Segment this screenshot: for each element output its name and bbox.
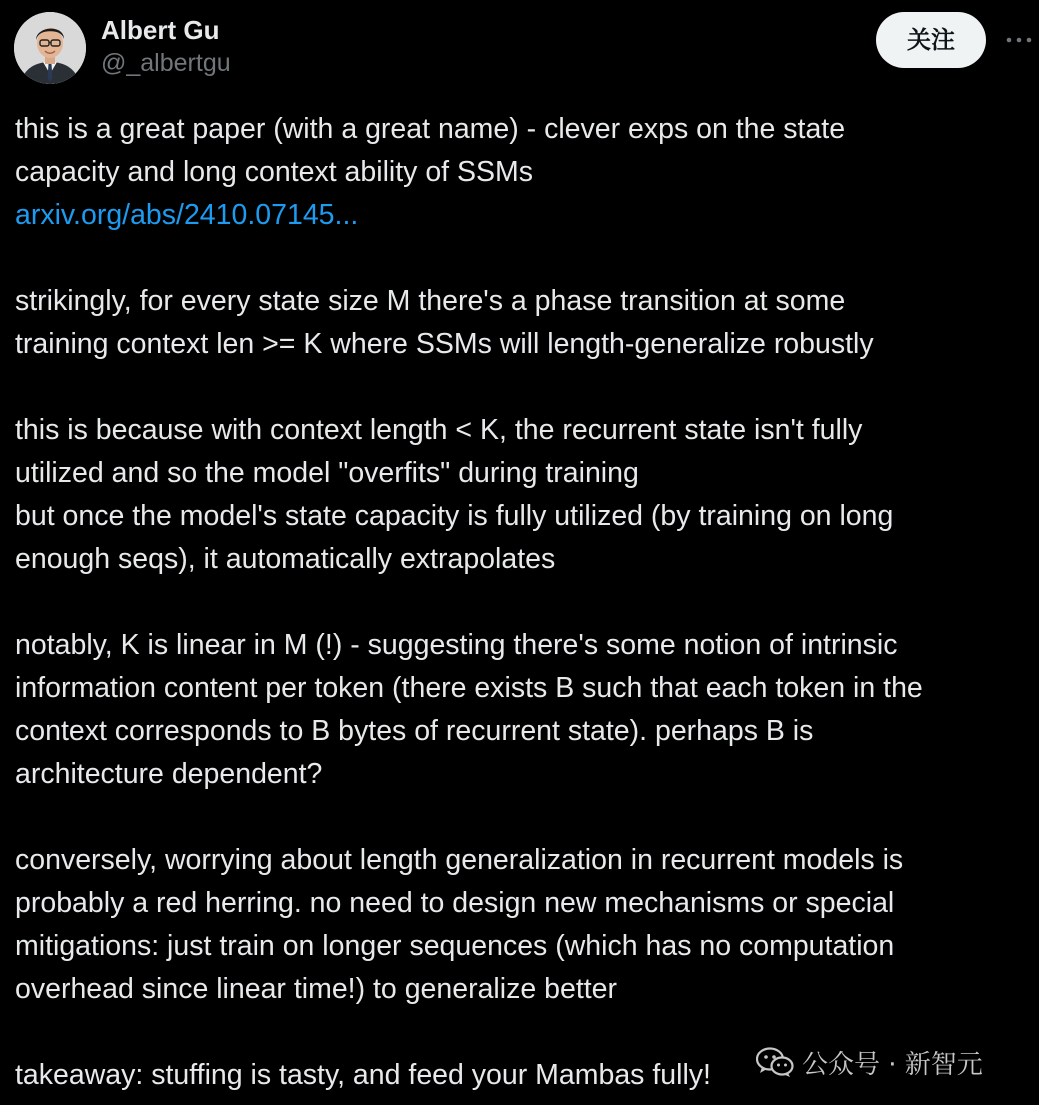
avatar-image bbox=[14, 12, 86, 84]
paragraph-intro bbox=[15, 108, 1035, 237]
text-line: information content per token (there exists B such that each token in the bbox=[15, 672, 923, 704]
text-line: probably a red herring. no need to design new mechanisms or special bbox=[15, 887, 895, 919]
paragraph-linear bbox=[15, 624, 1035, 796]
text-line: mitigations: just train on longer sequences (which has no computation bbox=[15, 930, 895, 962]
text-line: strikingly, for every state size M there's a phase transition at some bbox=[15, 285, 846, 317]
author-handle[interactable]: @_albertgu bbox=[101, 49, 231, 77]
paragraph-gap bbox=[15, 581, 1035, 624]
author-block bbox=[101, 14, 231, 80]
paper-link[interactable]: arxiv.org/abs/2410.07145... bbox=[15, 199, 359, 231]
text-line: context corresponds to B bytes of recurrent state). perhaps B is bbox=[15, 715, 814, 747]
text-line: overhead since linear time!) to generalize better bbox=[15, 973, 617, 1005]
text-line: capacity and long context ability of SSMs bbox=[15, 156, 534, 188]
text-line: takeaway: stuffing is tasty, and feed your Mambas fully! bbox=[15, 1059, 711, 1091]
text-line: notably, K is linear in M (!) - suggesting there's some notion of intrinsic bbox=[15, 629, 898, 661]
text-line: utilized and so the model "overfits" during training bbox=[15, 457, 639, 489]
text-line: enough seqs), it automatically extrapolates bbox=[15, 543, 556, 575]
text-line: but once the model's state capacity is fully utilized (by training on long bbox=[15, 500, 894, 532]
wechat-icon bbox=[756, 1046, 794, 1078]
author-display-name[interactable]: Albert Gu bbox=[101, 15, 220, 45]
text-line: this is because with context length < K, the recurrent state isn't fully bbox=[15, 414, 863, 446]
follow-button[interactable]: 关注 bbox=[876, 12, 986, 68]
paragraph-conversely bbox=[15, 839, 1035, 1011]
paragraph-gap bbox=[15, 366, 1035, 409]
text-line: architecture dependent? bbox=[15, 758, 323, 790]
text-line: conversely, worrying about length generalization in recurrent models is bbox=[15, 844, 904, 876]
paragraph-phase-transition bbox=[15, 280, 1035, 366]
watermark-text: 公众号 · 新智元 bbox=[802, 1049, 983, 1080]
watermark bbox=[756, 1040, 983, 1084]
text-line: training context len >= K where SSMs will length-generalize robustly bbox=[15, 328, 874, 360]
more-horizontal-icon[interactable] bbox=[1004, 30, 1034, 50]
paragraph-gap bbox=[15, 237, 1035, 280]
paragraph-explanation bbox=[15, 409, 1035, 581]
tweet-text bbox=[15, 108, 1035, 1097]
tweet-header bbox=[14, 12, 1025, 84]
text-line: this is a great paper (with a great name) - clever exps on the state bbox=[15, 113, 846, 145]
avatar[interactable] bbox=[14, 12, 86, 84]
paragraph-gap bbox=[15, 796, 1035, 839]
